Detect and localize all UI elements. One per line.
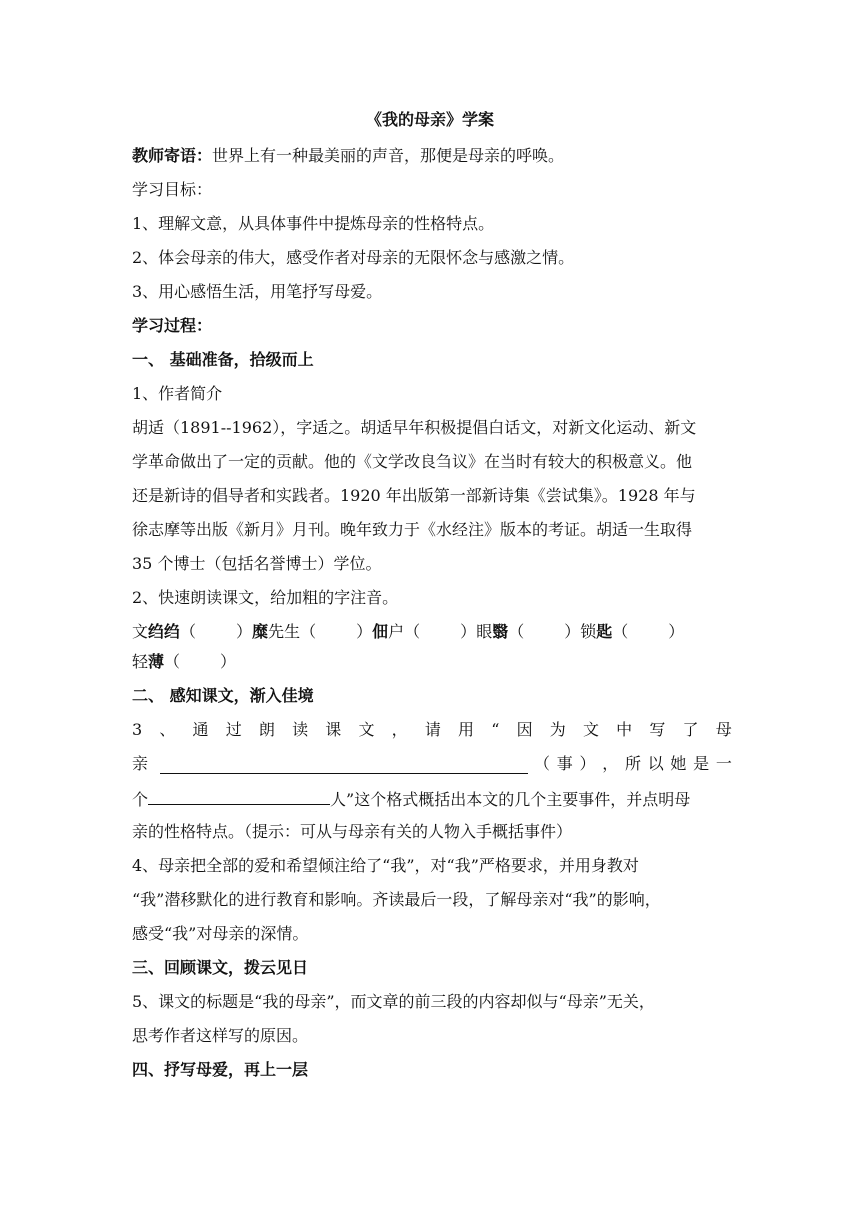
- word-6-bold: 薄: [148, 652, 165, 671]
- word-6-prefix: 轻: [132, 652, 149, 671]
- item-3-line-1-char: ，: [391, 720, 408, 739]
- answer-blank-1[interactable]: （ ）: [180, 622, 253, 641]
- document-title: 《我的母亲》学案: [365, 110, 494, 129]
- item-4-line-2: “我”潜移默化的进行教育和影响。齐读最后一段，了解母亲对“我”的影响，: [132, 890, 661, 909]
- teacher-message: [132, 146, 732, 166]
- word-4-bold: 翳: [492, 622, 509, 641]
- item-3-line-1-char: 了: [682, 720, 699, 739]
- item-3-line-2-end: [534, 754, 732, 774]
- answer-blank-4[interactable]: （ ）: [508, 622, 581, 641]
- item-3-line-1-char: 母: [715, 720, 732, 739]
- item-3-line-2-char: 所: [624, 754, 641, 773]
- teacher-message-label: 教师寄语：: [132, 146, 213, 165]
- word-2-bold: 糜: [252, 622, 269, 641]
- item-3-line-2-char: ）: [579, 754, 596, 773]
- word-5-prefix: 锁: [580, 622, 597, 641]
- section-2-heading: 二、 感知课文，渐入佳境: [132, 686, 314, 705]
- item-5-line-1: 5、课文的标题是“我的母亲”，而文章的前三段的内容却似与“母亲”无关，: [132, 992, 655, 1011]
- pronunciation-row-2: [132, 652, 732, 672]
- item-3-line-2-char: 事: [556, 754, 573, 773]
- item-3-line-1-char: “: [491, 720, 500, 739]
- item-3-line-3-start: 个: [132, 790, 149, 809]
- item-3-line-1-char: 写: [649, 720, 666, 739]
- item-3-line-3: [132, 788, 732, 810]
- item-3-line-1-char: 因: [516, 720, 533, 739]
- item-4-line-1: 4、母亲把全部的爱和希望倾注给了“我”，对“我”严格要求，并用身教对: [132, 856, 639, 875]
- item-3-line-1-char: 课: [325, 720, 342, 739]
- item-3-line-2-char: 以: [647, 754, 664, 773]
- process-heading: 学习过程：: [132, 316, 213, 335]
- word-1-bold: 绉绉: [148, 622, 181, 641]
- teacher-message-text: 世界上有一种最美丽的声音，那便是母亲的呼唤。: [212, 146, 565, 165]
- goal-1: 1、理解文意，从具体事件中提炼母亲的性格特点。: [132, 214, 495, 233]
- item-3-line-1: [132, 720, 732, 740]
- item-3-line-1-char: 、: [159, 720, 176, 739]
- item-3-line-1-char: 为: [549, 720, 566, 739]
- bio-line-3: 还是新诗的倡导者和实践者。1920 年出版第一部新诗集《尝试集》。1928 年与: [132, 486, 696, 505]
- event-answer-blank[interactable]: [160, 757, 528, 774]
- answer-blank-5[interactable]: （ ）: [612, 622, 685, 641]
- bio-line-2: 学革命做出了一定的贡献。他的《文学改良刍议》在当时有较大的积极意义。他: [132, 452, 693, 471]
- item-3-line-3-end: 人”这个格式概括出本文的几个主要事件，并点明母: [330, 790, 691, 809]
- section-4-heading: 四、抒写母爱，再上一层: [132, 1060, 309, 1079]
- item-3-line-1-char: 3: [132, 720, 143, 739]
- goal-3: 3、用心感悟生活，用笔抒写母爱。: [132, 282, 383, 301]
- item-3-line-1-char: 用: [458, 720, 475, 739]
- pronunciation-row-1: [132, 622, 732, 642]
- item-3-line-4: 亲的性格特点。（提示：可从与母亲有关的人物入手概括事件）: [132, 822, 573, 841]
- item-3-line-2-char: 一: [715, 754, 732, 773]
- bio-line-4: 徐志摩等出版《新月》月刊。晚年致力于《水经注》版本的考证。胡适一生取得: [132, 520, 693, 539]
- item-3-line-1-char: 朗: [258, 720, 275, 739]
- item-3-line-1-char: 请: [424, 720, 441, 739]
- item-3-line-2-char: 她: [670, 754, 687, 773]
- goal-2: 2、体会母亲的伟大，感受作者对母亲的无限怀念与感激之情。: [132, 248, 575, 267]
- word-3-bold: 佃: [372, 622, 389, 641]
- item-3-line-2-start: 亲: [132, 754, 149, 773]
- word-1-prefix: 文: [132, 622, 149, 641]
- bio-line-1: 胡适（1891--1962），字适之。胡适早年积极提倡白话文，对新文化运动、新文: [132, 418, 697, 437]
- item-3-line-2-char: 是: [693, 754, 710, 773]
- answer-blank-2[interactable]: （ ）: [300, 622, 373, 641]
- item-2-heading: 2、快速朗读课文，给加粗的字注音。: [132, 588, 399, 607]
- item-4-line-3: 感受“我”对母亲的深情。: [132, 924, 309, 943]
- item-3-line-2-char: ，: [602, 754, 619, 773]
- item-3-line-1-char: 中: [616, 720, 633, 739]
- word-3-suffix: 户: [388, 622, 405, 641]
- item-3-line-1-char: 文: [358, 720, 375, 739]
- word-5-bold: 匙: [596, 622, 613, 641]
- answer-blank-3[interactable]: （ ）: [404, 622, 477, 641]
- item-3-line-2: [132, 754, 732, 774]
- item-5-line-2: 思考作者这样写的原因。: [132, 1026, 309, 1045]
- item-3-line-1-char: 过: [225, 720, 242, 739]
- section-3-heading: 三、回顾课文，拨云见日: [132, 958, 309, 977]
- item-3-line-2-char: （: [534, 754, 551, 773]
- trait-answer-blank[interactable]: [148, 788, 330, 805]
- item-3-line-1-char: 文: [582, 720, 599, 739]
- word-2-suffix: 先生: [268, 622, 301, 641]
- section-1-heading: 一、 基础准备，拾级而上: [132, 350, 314, 369]
- item-1-heading: 1、作者简介: [132, 384, 223, 403]
- answer-blank-6[interactable]: （ ）: [164, 652, 237, 671]
- goals-heading: 学习目标：: [132, 180, 213, 199]
- word-4-prefix: 眼: [476, 622, 493, 641]
- item-3-line-1-char: 通: [192, 720, 209, 739]
- item-3-line-1-char: 读: [292, 720, 309, 739]
- bio-line-5: 35 个博士（包括名誉博士）学位。: [132, 554, 382, 573]
